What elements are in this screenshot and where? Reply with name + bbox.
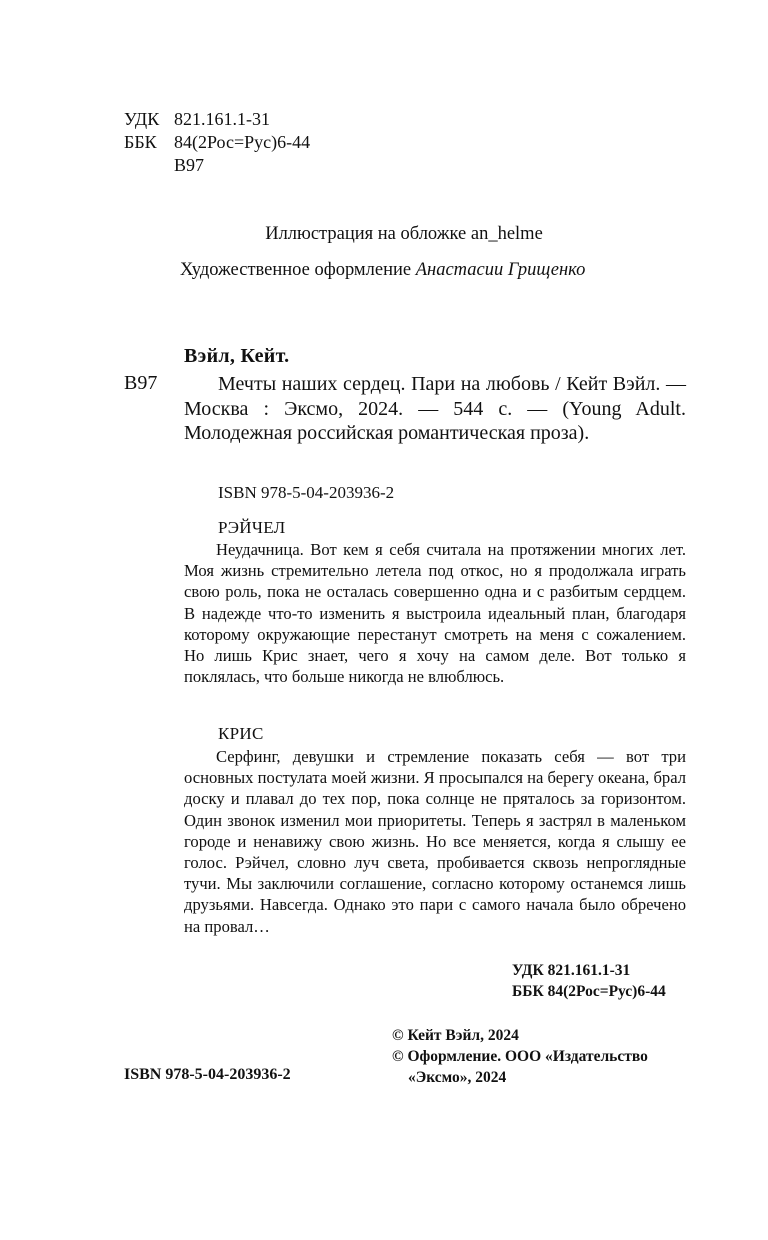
design-credit bbox=[180, 260, 585, 281]
design-credit-prefix: Художественное оформление bbox=[180, 260, 416, 280]
catalog-isbn: ISBN 978-5-04-203936-2 bbox=[218, 483, 395, 502]
bbk-value: 84(2Рос=Рус)6-44 bbox=[174, 132, 311, 152]
author-mark: В97 bbox=[174, 155, 205, 175]
section-heading-rachel: РЭЙЧЕЛ bbox=[218, 518, 286, 537]
footer-codes bbox=[512, 960, 666, 1002]
footer-bbk: ББК 84(2Рос=Рус)6-44 bbox=[512, 983, 666, 1000]
catalog-description: Мечты наших сердец. Пари на любовь / Кейт Вэйл. — Москва : Эксмо, 2024. — 544 с. — (Young Adult. Молодежная российская романтическая проза). bbox=[184, 373, 686, 444]
bbk-label: ББК bbox=[124, 132, 157, 152]
udk-row bbox=[124, 108, 310, 131]
catalog-index: В97 bbox=[124, 372, 158, 394]
footer-udk: УДК 821.161.1-31 bbox=[512, 962, 631, 979]
udk-value: 821.161.1-31 bbox=[174, 109, 270, 129]
copyright-design-line2: «Эксмо», 2024 bbox=[408, 1069, 507, 1086]
section-heading-chris: КРИС bbox=[218, 724, 264, 743]
catalog-author: Вэйл, Кейт. bbox=[184, 345, 290, 367]
copyright-block bbox=[392, 1025, 648, 1088]
bbk-row bbox=[124, 131, 310, 154]
footer-isbn: ISBN 978-5-04-203936-2 bbox=[124, 1066, 291, 1083]
copyright-design-line1: © Оформление. ООО «Издательство bbox=[392, 1048, 648, 1065]
illustration-credit: Иллюстрация на обложке an_helme bbox=[265, 224, 543, 244]
copyright-author: © Кейт Вэйл, 2024 bbox=[392, 1027, 519, 1044]
classification-codes bbox=[124, 108, 310, 177]
designer-name: Анастасии Грищенко bbox=[415, 260, 586, 280]
section-text-rachel: Неудачница. Вот кем я себя считала на протяжении многих лет. Моя жизнь стремительно летела под откос, но я продолжала играть свою роль, пока не осталась совершенно одна и с разбитым сердцем. В надежде что-то изменить я выстроила идеальный план, благодаря которому окружающие перестанут смотреть на меня с сожалением. Но лишь Крис знает, чего я хочу на самом деле. Вот только я поклялась, что больше никогда не влюблюсь. bbox=[184, 540, 686, 687]
section-text-chris: Серфинг, девушки и стремление показать себя — вот три основных постулата моей жизни. Я просыпался на берегу океана, брал доску и плавал до тех пор, пока солнце не пряталось за горизонтом. Один звонок изменил мои приоритеты. Теперь я застрял в маленьком городе и ненавижу свою жизнь. Но все меняется, когда я слышу ее голос. Рэйчел, словно луч света, пробивается сквозь непроглядные тучи. Мы заключили соглашение, согласно которому останемся лишь друзьями. Навсегда. Однако это пари с самого начала было обречено на провал… bbox=[184, 747, 686, 936]
udk-label: УДК bbox=[124, 109, 160, 129]
